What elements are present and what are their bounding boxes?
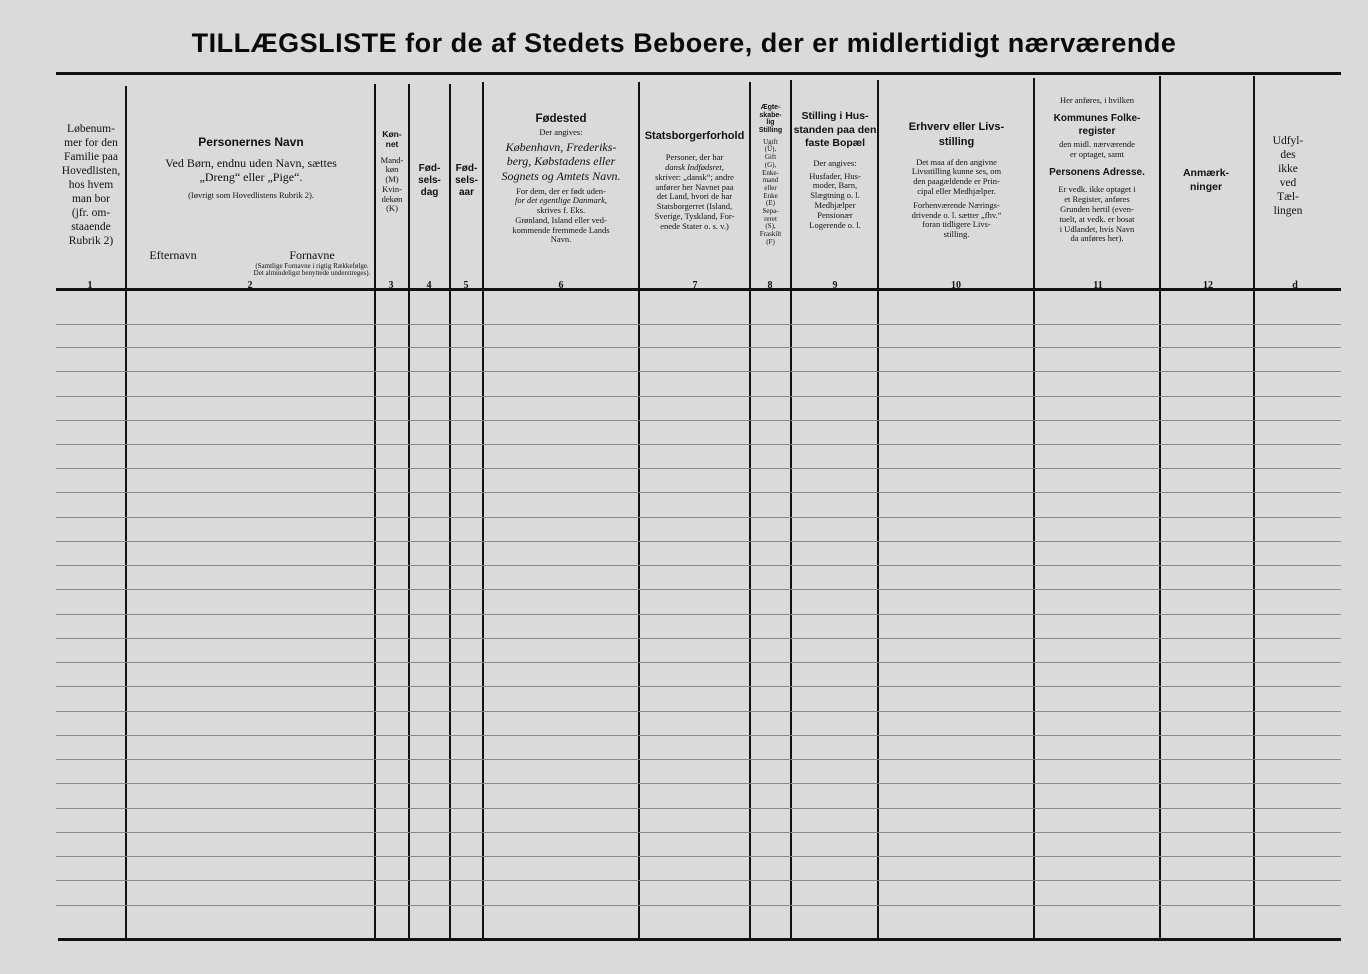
entry-row-line — [56, 396, 1341, 397]
column-number: 3 — [388, 280, 394, 291]
column-number: d — [1292, 280, 1298, 291]
entry-row-line — [56, 541, 1341, 542]
column-number: 12 — [1203, 280, 1213, 291]
column-7-header: Statsborgerforhold Personer, der har dansk Indfødsret, skriver: „dansk“; andre anfører her Navnet paa det Land, hvori de har Statsborgerret (Island, Sverige, Tyskland, For- enede Stater o. s. v.) — [644, 130, 745, 231]
column-divider — [449, 84, 451, 938]
column-number: 1 — [87, 280, 93, 291]
column-3-header: Køn- net Mand- køn (M) Kvin- dekøn (K) — [380, 129, 404, 214]
column-8-header: Ægte- skabe- lig Stilling Ugift (U), Gift (G), Enke- mand eller Enke (E) Sepa- reret (S), Fraskilt (F) — [758, 104, 783, 246]
column-9-header: Stilling i Hus-standen paa den faste Bopæl Der angives: Husfader, Hus- moder, Barn, Slægtning o. l. Medhjælper Pensionær Logerende o. l. — [793, 110, 877, 230]
column-4-header: Fød- sels- dag — [418, 163, 441, 199]
table-bottom-rule — [58, 938, 1341, 941]
column-divider — [790, 80, 792, 938]
entry-row-line — [56, 662, 1341, 663]
column-1-header: Løbenum- mer for den Familie paa Hovedlisten, hos hvem man bor (jfr. om- staaende Rubrik 2) — [61, 123, 121, 248]
entry-row-line — [56, 589, 1341, 590]
entry-row-line — [56, 420, 1341, 421]
column-number: 11 — [1093, 280, 1103, 291]
entry-row-line — [56, 517, 1341, 518]
column-divider — [408, 84, 410, 938]
column-divider — [877, 80, 879, 938]
column-number: 8 — [767, 280, 773, 291]
column-number: 9 — [832, 280, 838, 291]
column-divider — [125, 86, 127, 938]
column-5-header: Fød- sels- aar — [455, 163, 478, 199]
entry-row-line — [56, 614, 1341, 615]
column-11-header: Her anføres, i hvilken Kommunes Folke-register den midl. nærværende er optaget, samt Personens Adresse. Er vedk. ikke optaget i et Register, anføres Grunden hertil (even- tuelt, at vedk. er bosat i Udlandet, hvis Navn da anføres her). — [1049, 95, 1145, 244]
header-top-rule — [56, 72, 1341, 75]
entry-row-line — [56, 492, 1341, 493]
column-number: 4 — [426, 280, 432, 291]
entry-row-line — [56, 880, 1341, 881]
column-number: 2 — [247, 280, 253, 291]
form-title: TILLÆGSLISTE for de af Stedets Beboere, der er midlertidigt nærværende — [191, 28, 1177, 58]
entry-row-line — [56, 444, 1341, 445]
entry-row-line — [56, 759, 1341, 760]
entry-row-line — [56, 324, 1341, 325]
entry-row-line — [56, 735, 1341, 736]
entry-row-line — [56, 638, 1341, 639]
column-12-header: Anmærk-ninger — [1182, 167, 1230, 194]
entry-row-line — [56, 856, 1341, 857]
entry-row-line — [56, 686, 1341, 687]
column-2-header: Personernes Navn Ved Børn, endnu uden Navn, sættes „Dreng“ eller „Pige“. (Iøvrigt som Hovedlistens Rubrik 2). — [165, 135, 337, 200]
entry-row-line — [56, 905, 1341, 906]
entry-row-line — [56, 347, 1341, 348]
column-number: 5 — [463, 280, 469, 291]
column-10-header: Erhverv eller Livs-stilling Det maa af den angivne Livsstilling kunne ses, om den paagældende er Prin- cipal eller Medhjælper. Forhenværende Nærings- drivende o. l. sætter „fhv.“ foran tidligere Livs- stilling. — [908, 121, 1005, 240]
column-number: 7 — [692, 280, 698, 291]
entry-row-line — [56, 468, 1341, 469]
column-6-header: Fødested Der angives: København, Frederiks- berg, Købstadens eller Sognets og Amtets Navn. For dem, der er født uden- for det egentlige Danmark, skrives f. Eks. Grønland, Island eller ved- kommende fremmede Lands Navn. — [501, 113, 621, 245]
column-number: 6 — [558, 280, 564, 291]
entry-row-line — [56, 783, 1341, 784]
entry-row-line — [56, 711, 1341, 712]
surname-subheader: Efternavn — [149, 248, 197, 262]
column-number: 10 — [951, 280, 961, 291]
entry-row-line — [56, 808, 1341, 809]
entry-row-line — [56, 832, 1341, 833]
entry-row-line — [56, 565, 1341, 566]
given-names-subheader: Fornavne (Samtlige Fornavne i rigtig Rækkefølge. Det almindeligst benyttede understreges). — [253, 248, 371, 278]
column-d-header: Udfyl- des ikke ved Tæl- lingen — [1272, 135, 1304, 218]
entry-row-line — [56, 371, 1341, 372]
